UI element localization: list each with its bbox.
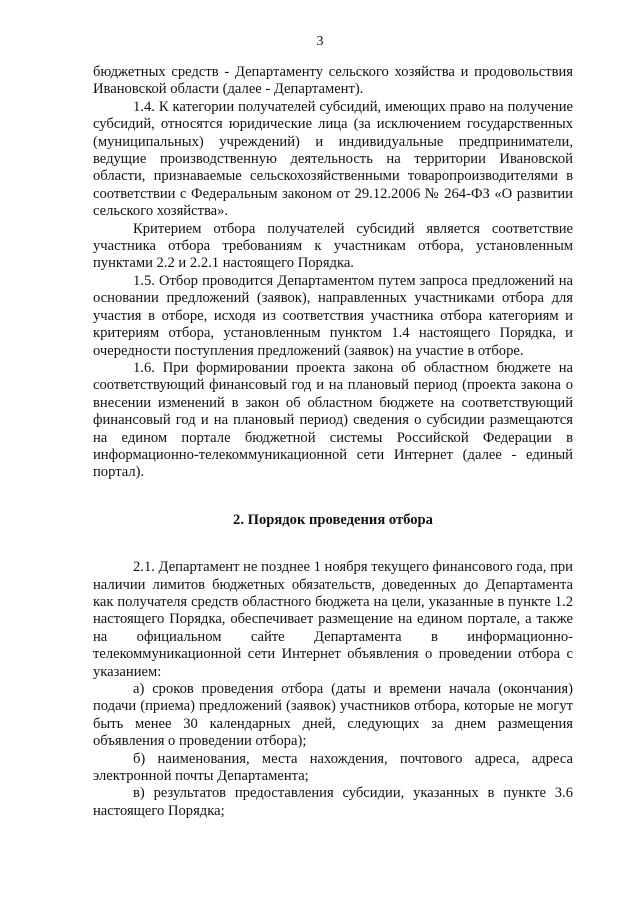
list-item-a: а) сроков проведения отбора (даты и времени начала (окончания) подачи (приема) предложений (заявок) участников отбора, которые не могут быть менее 30 календарных дней, следующих за днем размещения объявления о проведении отбора); — [93, 681, 573, 750]
section-heading: 2. Порядок проведения отбора — [233, 511, 433, 528]
list-item-v: в) результатов предоставления субсидии, указанных в пункте 3.6 настоящего Порядка; — [93, 785, 573, 819]
page-number: 3 — [316, 34, 324, 49]
paragraph-2-1: 2.1. Департамент не позднее 1 ноября текущего финансового года, при наличии лимитов бюджетных обязательств, доведенных до Департамента как получателя средств областного бюджета на цели, указанные в пункте 1.2 настоящего Порядка, обеспечивает размещение на едином портале, а также на официальном сайте Департамента в информационно-телекоммуникационной сети Интернет объявления о проведении отбора с указанием: — [93, 559, 573, 680]
paragraph-selection-criterion: Критерием отбора получателей субсидий является соответствие участника отбора требованиям к участникам отбора, установленным пунктами 2.2 и 2.2.1 настоящего Порядка. — [93, 220, 573, 272]
list-item-b: б) наименования, места нахождения, почтового адреса, адреса электронной почты Департамента; — [93, 750, 573, 785]
paragraph-1-6: 1.6. При формировании проекта закона об областном бюджете на соответствующий финансовый год и на плановый период (проекта закона о внесении изменений в закон об областном бюджете на соответствующий финансовый год и на плановый период) сведения о субсидии размещаются на едином портале бюджетной системы Российской Федерации в информационно-телекоммуникационной сети Интернет (далее - единый портал). — [93, 359, 573, 481]
paragraph-budget-funds: бюджетных средств - Департаменту сельского хозяйства и продовольствия Ивановской области (далее - Департамент). — [93, 64, 573, 98]
document-body — [93, 64, 573, 820]
paragraph-1-5: 1.5. Отбор проводится Департаментом путем запроса предложений на основании предложений (заявок), направленных участниками отбора для участия в отборе, исходя из соответствия участника отбора категориям и критериям отбора, установленным пунктом 1.4 настоящего Порядка, и очередности поступления предложений (заявок) на участие в отборе. — [93, 272, 573, 359]
paragraph-1-4: 1.4. К категории получателей субсидий, имеющих право на получение субсидий, относятся юридические лица (за исключением государственных (муниципальных) учреждений) и индивидуальные предприниматели, ведущие производственную деятельность на территории Ивановской области, признаваемые сельскохозяйственными товаропроизводителями в соответствии с Федеральным законом от 29.12.2006 № 264-ФЗ «О развитии сельского хозяйства». — [93, 98, 573, 220]
